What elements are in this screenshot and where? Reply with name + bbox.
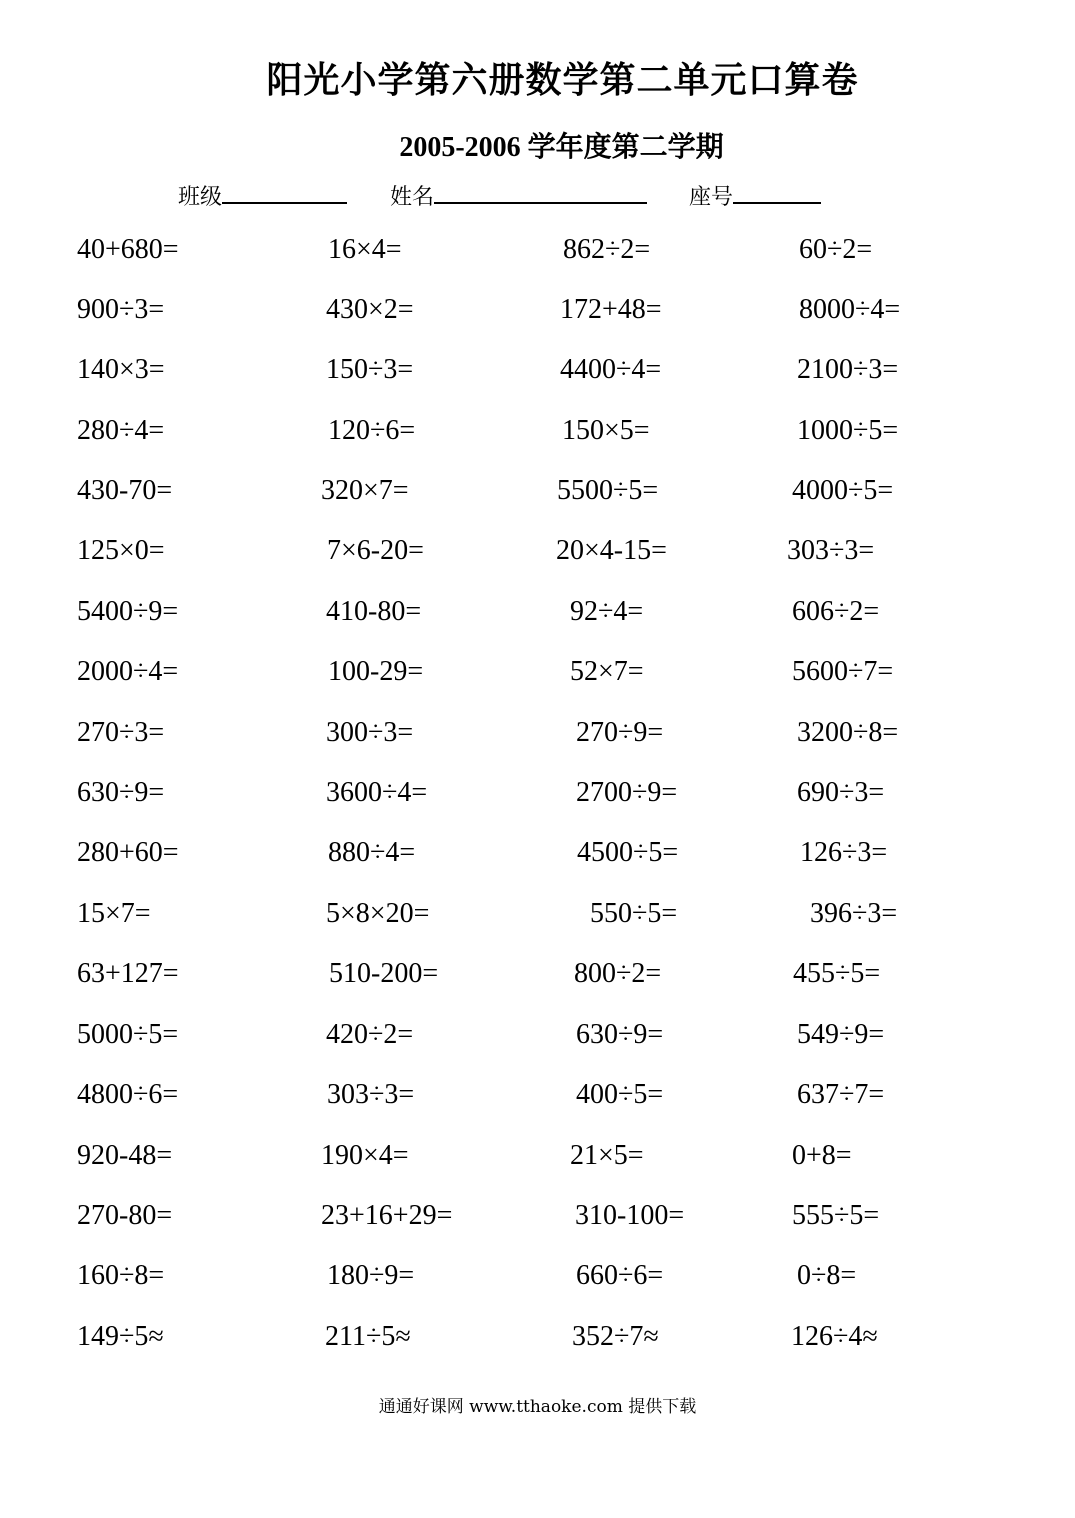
problem-r14-c3: 630÷9= [576,1019,664,1050]
problem-r14-c1: 5000÷5= [77,1019,179,1050]
problem-r5-c1: 430-70= [77,475,173,506]
seat-blank[interactable] [733,180,821,204]
problem-r15-c4: 637÷7= [797,1079,885,1110]
problem-r1-c3: 862÷2= [563,234,651,265]
problem-r19-c4: 126÷4≈ [791,1321,878,1352]
problem-r18-c3: 660÷6= [576,1260,664,1291]
problem-r17-c3: 310-100= [575,1200,685,1231]
problem-r4-c2: 120÷6= [328,415,416,446]
problem-r12-c3: 550÷5= [590,898,678,929]
problem-r13-c4: 455÷5= [793,958,881,989]
problem-r19-c3: 352÷7≈ [572,1321,659,1352]
problem-r12-c2: 5×8×20= [326,898,430,929]
problem-r8-c3: 52×7= [570,656,644,687]
problem-r10-c2: 3600÷4= [326,777,428,808]
problem-r9-c3: 270÷9= [576,717,664,748]
problem-r12-c1: 15×7= [77,898,151,929]
problem-r16-c3: 21×5= [570,1140,644,1171]
problem-r4-c1: 280÷4= [77,415,165,446]
problem-r3-c4: 2100÷3= [797,354,899,385]
problem-r2-c2: 430×2= [326,294,414,325]
problem-r7-c1: 5400÷9= [77,596,179,627]
seat-field[interactable] [689,180,821,211]
problem-r2-c3: 172+48= [560,294,662,325]
problem-r13-c1: 63+127= [77,958,179,989]
problem-r13-c2: 510-200= [329,958,439,989]
problem-r6-c1: 125×0= [77,535,165,566]
problem-r2-c4: 8000÷4= [799,294,901,325]
problem-r1-c1: 40+680= [77,234,179,265]
problem-r8-c1: 2000÷4= [77,656,179,687]
problem-r10-c1: 630÷9= [77,777,165,808]
problem-r9-c4: 3200÷8= [797,717,899,748]
seat-label: 座号 [689,185,734,210]
problem-r16-c2: 190×4= [321,1140,409,1171]
problem-r3-c3: 4400÷4= [560,354,662,385]
problem-r10-c3: 2700÷9= [576,777,678,808]
problem-r11-c2: 880÷4= [328,837,416,868]
problem-r9-c2: 300÷3= [326,717,414,748]
problem-r1-c4: 60÷2= [799,234,873,265]
problem-r6-c3: 20×4-15= [556,535,667,566]
problem-r18-c1: 160÷8= [77,1260,165,1291]
problem-r7-c3: 92÷4= [570,596,644,627]
footer-credit: 通通好课网 www.tthaoke.com 提供下载 [378,1397,697,1417]
problem-r5-c2: 320×7= [321,475,409,506]
problem-r15-c2: 303÷3= [327,1079,415,1110]
problem-r7-c2: 410-80= [326,596,422,627]
problem-r14-c4: 549÷9= [797,1019,885,1050]
problem-r4-c4: 1000÷5= [797,415,899,446]
problem-r16-c1: 920-48= [77,1140,173,1171]
problem-r14-c2: 420÷2= [326,1019,414,1050]
name-field[interactable] [390,180,647,211]
problem-r7-c4: 606÷2= [792,596,880,627]
problem-r1-c2: 16×4= [328,234,402,265]
page-subtitle: 2005-2006 学年度第二学期 [399,132,724,163]
problem-r18-c2: 180÷9= [327,1260,415,1291]
problem-r13-c3: 800÷2= [574,958,662,989]
problem-r11-c1: 280+60= [77,837,179,868]
problem-r16-c4: 0+8= [792,1140,852,1171]
problem-r6-c4: 303÷3= [787,535,875,566]
problem-r17-c4: 555÷5= [792,1200,880,1231]
name-label: 姓名 [390,185,435,210]
problem-r3-c2: 150÷3= [326,354,414,385]
problem-r6-c2: 7×6-20= [327,535,424,566]
problem-r10-c4: 690÷3= [797,777,885,808]
class-field[interactable] [178,180,347,211]
problem-r17-c2: 23+16+29= [321,1200,453,1231]
class-label: 班级 [178,185,223,210]
name-blank[interactable] [434,180,647,204]
problem-r8-c2: 100-29= [328,656,424,687]
problem-r15-c3: 400÷5= [576,1079,664,1110]
problem-r15-c1: 4800÷6= [77,1079,179,1110]
class-blank[interactable] [222,180,347,204]
page-title: 阳光小学第六册数学第二单元口算卷 [266,60,859,100]
problem-r19-c2: 211÷5≈ [325,1321,411,1352]
problem-r5-c4: 4000÷5= [792,475,894,506]
problem-r18-c4: 0÷8= [797,1260,857,1291]
problem-r11-c3: 4500÷5= [577,837,679,868]
problem-r12-c4: 396÷3= [810,898,898,929]
problem-r2-c1: 900÷3= [77,294,165,325]
problem-r5-c3: 5500÷5= [557,475,659,506]
problem-r11-c4: 126÷3= [800,837,888,868]
problem-r9-c1: 270÷3= [77,717,165,748]
problem-r3-c1: 140×3= [77,354,165,385]
problem-r4-c3: 150×5= [562,415,650,446]
problem-r17-c1: 270-80= [77,1200,173,1231]
problem-r19-c1: 149÷5≈ [77,1321,164,1352]
problem-r8-c4: 5600÷7= [792,656,894,687]
